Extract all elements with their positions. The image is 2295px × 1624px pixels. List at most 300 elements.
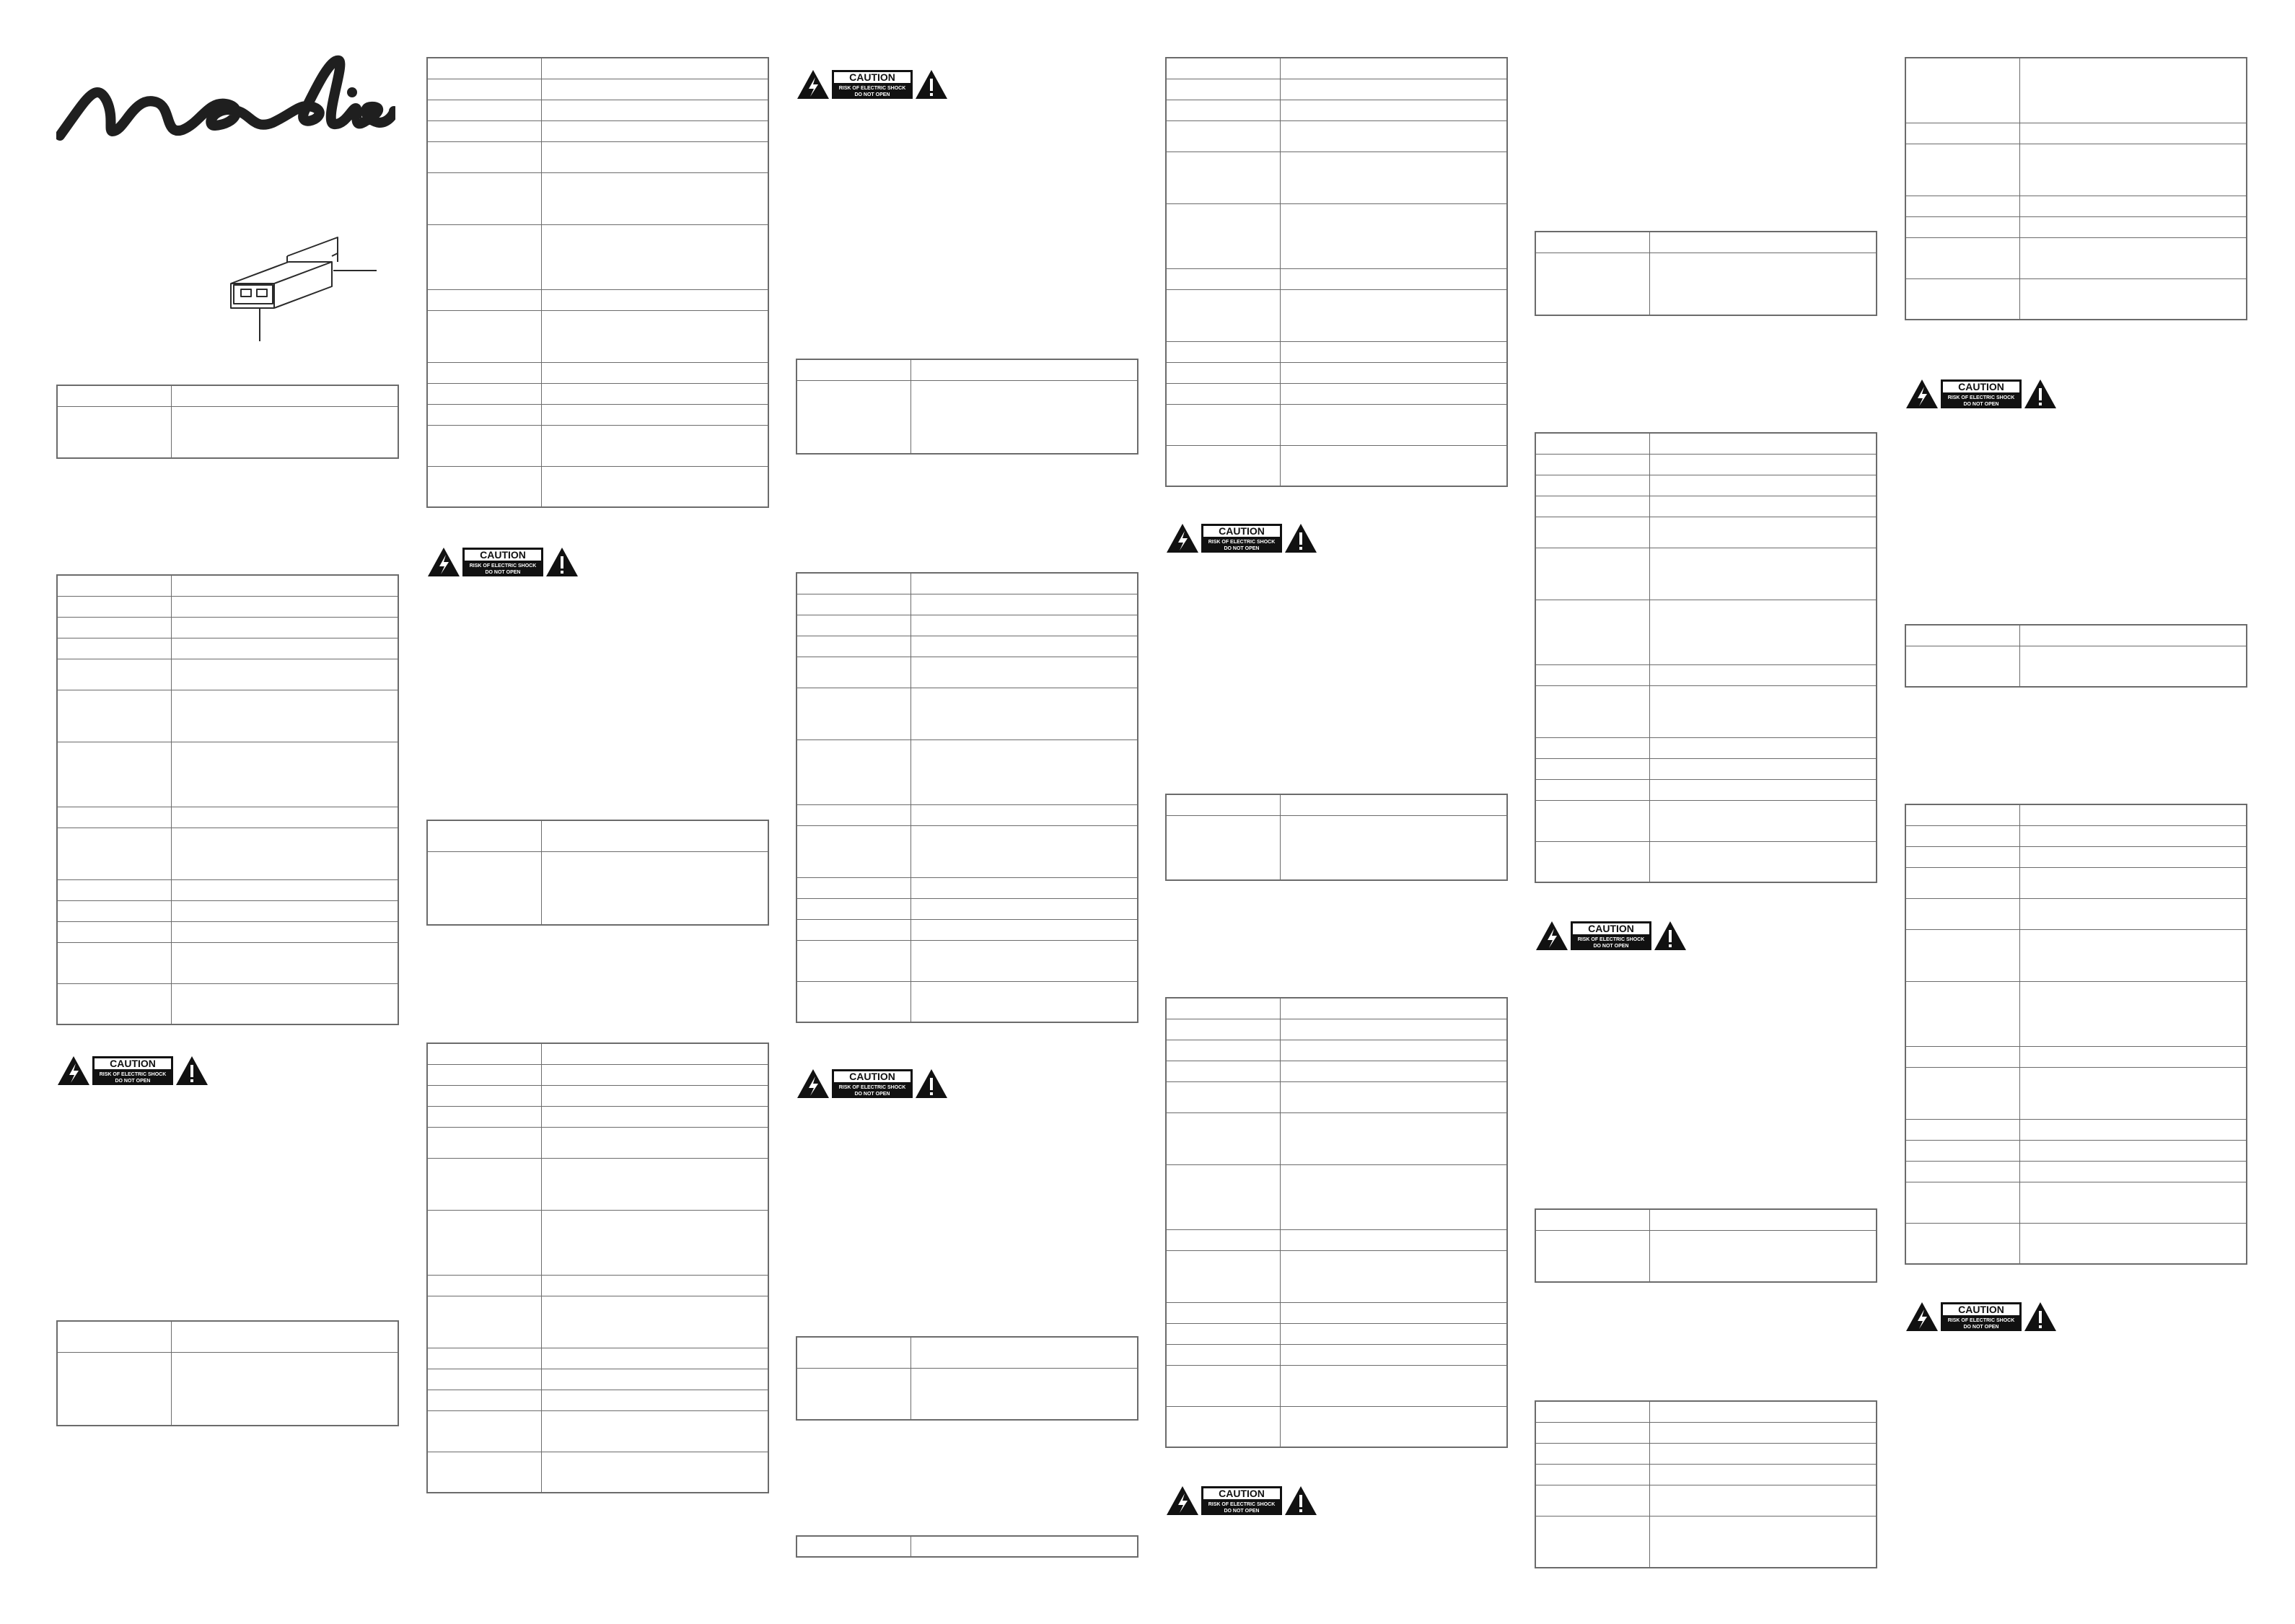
- table-row: [1535, 1485, 1877, 1516]
- table-cell: [172, 807, 399, 828]
- table-cell: [911, 1337, 1138, 1368]
- table-cell: [1535, 1422, 1650, 1443]
- table-cell: [1281, 1112, 1508, 1164]
- caution-warning-label: [1535, 918, 1686, 953]
- table-row: [1166, 79, 1507, 100]
- table-cell: [1905, 278, 2020, 320]
- table-row: [57, 659, 398, 690]
- table-row: [1905, 278, 2247, 320]
- table-row: [427, 1127, 768, 1158]
- table-cell: [1166, 445, 1281, 486]
- table-cell: [57, 983, 172, 1024]
- table-row: [797, 688, 1138, 739]
- table-row: [1535, 1422, 1877, 1443]
- table-row: [57, 828, 398, 879]
- table-cell: [1905, 1119, 2020, 1140]
- svg-text:RISK OF ELECTRIC SHOCK: RISK OF ELECTRIC SHOCK: [1947, 1318, 2015, 1323]
- table-row: [427, 466, 768, 507]
- spec-table: [1165, 57, 1508, 487]
- table-cell: [2020, 867, 2247, 898]
- table-cell: [2020, 278, 2247, 320]
- table-cell: [1166, 1406, 1281, 1447]
- spec-table: [426, 820, 769, 926]
- table-row: [1535, 600, 1877, 664]
- table-cell: [911, 739, 1138, 804]
- svg-text:CAUTION: CAUTION: [480, 549, 526, 561]
- table-cell: [542, 120, 769, 141]
- table-cell: [1535, 433, 1650, 454]
- table-row: [427, 100, 768, 120]
- table-cell: [57, 406, 172, 458]
- table-cell: [1166, 1302, 1281, 1323]
- table-cell: [542, 1369, 769, 1390]
- table-cell: [1166, 362, 1281, 383]
- table-cell: [1905, 1223, 2020, 1264]
- table-cell: [911, 615, 1138, 636]
- table-cell: [1166, 383, 1281, 404]
- table-cell: [427, 1106, 542, 1127]
- table-cell: [1166, 268, 1281, 289]
- table-cell: [1650, 800, 1877, 841]
- table-cell: [542, 466, 769, 507]
- usb-dongle-illustration: [216, 227, 382, 343]
- table-cell: [1281, 1164, 1508, 1229]
- table-cell: [2020, 1161, 2247, 1182]
- table-cell: [1535, 1209, 1650, 1230]
- table-row: [1166, 203, 1507, 268]
- table-cell: [57, 659, 172, 690]
- spec-table: [796, 1535, 1138, 1558]
- table-cell: [57, 921, 172, 942]
- table-cell: [542, 1275, 769, 1296]
- table-cell: [172, 617, 399, 638]
- table-cell: [797, 877, 911, 898]
- exclamation-warning-icon: [916, 1069, 947, 1098]
- table-row: [1166, 362, 1507, 383]
- table-cell: [1650, 1422, 1877, 1443]
- table-cell: [911, 940, 1138, 981]
- table-row: [427, 289, 768, 310]
- table-cell: [797, 981, 911, 1022]
- table-cell: [1650, 1209, 1877, 1230]
- table-cell: [427, 1452, 542, 1493]
- table-cell: [172, 921, 399, 942]
- table-row: [1535, 475, 1877, 496]
- caution-warning-label: [56, 1053, 208, 1088]
- table-cell: [1166, 815, 1281, 880]
- table-row: [797, 573, 1138, 594]
- spec-table: [1905, 804, 2247, 1265]
- table-cell: [427, 1275, 542, 1296]
- table-row: [1166, 1406, 1507, 1447]
- lightning-warning-icon: [797, 1069, 829, 1098]
- table-row: [427, 383, 768, 404]
- table-cell: [911, 919, 1138, 940]
- table-cell: [542, 58, 769, 79]
- table-cell: [427, 362, 542, 383]
- table-row: [427, 404, 768, 425]
- table-row: [1905, 196, 2247, 216]
- table-cell: [1281, 794, 1508, 815]
- table-row: [1905, 804, 2247, 825]
- table-cell: [1166, 152, 1281, 203]
- table-cell: [797, 825, 911, 877]
- svg-text:RISK OF ELECTRIC SHOCK: RISK OF ELECTRIC SHOCK: [1947, 395, 2015, 400]
- table-row: [427, 1452, 768, 1493]
- exclamation-warning-icon: [1285, 1486, 1317, 1515]
- table-row: [1166, 1323, 1507, 1344]
- table-row: [57, 983, 398, 1024]
- table-cell: [1905, 1140, 2020, 1161]
- table-row: [1166, 1019, 1507, 1040]
- table-row: [1166, 1229, 1507, 1250]
- table-cell: [57, 1352, 172, 1426]
- table-row: [1535, 1443, 1877, 1464]
- table-row: [427, 1369, 768, 1390]
- table-cell: [1650, 433, 1877, 454]
- exclamation-warning-icon: [1285, 524, 1317, 553]
- table-row: [57, 942, 398, 983]
- table-cell: [57, 742, 172, 807]
- table-cell: [1650, 841, 1877, 882]
- lightning-warning-icon: [428, 548, 460, 576]
- table-cell: [2020, 846, 2247, 867]
- table-cell: [1905, 1161, 2020, 1182]
- table-cell: [1535, 548, 1650, 600]
- table-cell: [2020, 1182, 2247, 1223]
- table-cell: [911, 688, 1138, 739]
- table-cell: [1905, 216, 2020, 237]
- spec-table: [1535, 1400, 1877, 1568]
- table-cell: [427, 1210, 542, 1275]
- table-cell: [1535, 1485, 1650, 1516]
- table-row: [1905, 1067, 2247, 1119]
- table-cell: [1650, 737, 1877, 758]
- table-row: [427, 851, 768, 925]
- table-row: [797, 380, 1138, 454]
- exclamation-warning-icon: [176, 1056, 208, 1085]
- table-cell: [172, 742, 399, 807]
- table-cell: [542, 79, 769, 100]
- table-cell: [1166, 203, 1281, 268]
- table-cell: [797, 1368, 911, 1420]
- table-cell: [1535, 800, 1650, 841]
- table-cell: [542, 425, 769, 466]
- table-cell: [172, 983, 399, 1024]
- table-cell: [427, 1043, 542, 1064]
- table-cell: [1535, 1401, 1650, 1422]
- table-cell: [2020, 237, 2247, 278]
- table-row: [1905, 1223, 2247, 1264]
- table-row: [57, 575, 398, 596]
- spec-table: [796, 1336, 1138, 1421]
- table-row: [427, 362, 768, 383]
- table-row: [1166, 120, 1507, 152]
- table-cell: [1535, 1516, 1650, 1568]
- table-cell: [1535, 496, 1650, 517]
- table-cell: [542, 362, 769, 383]
- table-cell: [172, 385, 399, 406]
- table-row: [1166, 1250, 1507, 1302]
- table-cell: [1166, 1365, 1281, 1406]
- table-cell: [1281, 362, 1508, 383]
- table-cell: [2020, 216, 2247, 237]
- table-cell: [542, 1410, 769, 1452]
- table-cell: [172, 879, 399, 900]
- table-cell: [1535, 253, 1650, 315]
- table-row: [57, 1352, 398, 1426]
- table-cell: [2020, 1119, 2247, 1140]
- table-row: [1535, 253, 1877, 315]
- table-cell: [1166, 1323, 1281, 1344]
- table-cell: [57, 690, 172, 742]
- table-cell: [1281, 1323, 1508, 1344]
- table-cell: [911, 657, 1138, 688]
- table-row: [427, 1043, 768, 1064]
- table-row: [1905, 646, 2247, 687]
- table-cell: [542, 310, 769, 362]
- table-cell: [797, 636, 911, 657]
- exclamation-warning-icon: [1654, 921, 1686, 950]
- table-cell: [2020, 625, 2247, 646]
- table-row: [1535, 758, 1877, 779]
- table-cell: [1166, 1344, 1281, 1365]
- table-cell: [1535, 600, 1650, 664]
- table-cell: [427, 466, 542, 507]
- table-cell: [1905, 867, 2020, 898]
- spec-table: [1905, 57, 2247, 320]
- table-row: [797, 877, 1138, 898]
- table-row: [57, 638, 398, 659]
- table-cell: [1535, 685, 1650, 737]
- table-row: [1535, 841, 1877, 882]
- table-cell: [2020, 58, 2247, 123]
- table-cell: [1166, 1229, 1281, 1250]
- table-cell: [427, 1390, 542, 1410]
- table-row: [427, 58, 768, 79]
- table-cell: [1650, 600, 1877, 664]
- caution-warning-label: [796, 1066, 947, 1101]
- table-cell: [172, 596, 399, 617]
- spec-table: [56, 385, 399, 459]
- table-row: [427, 172, 768, 224]
- table-cell: [911, 380, 1138, 454]
- svg-text:RISK OF ELECTRIC SHOCK: RISK OF ELECTRIC SHOCK: [99, 1072, 167, 1077]
- table-cell: [1650, 685, 1877, 737]
- table-row: [1535, 737, 1877, 758]
- table-row: [427, 1390, 768, 1410]
- svg-text:CAUTION: CAUTION: [1219, 1488, 1265, 1499]
- table-row: [1905, 1182, 2247, 1223]
- table-row: [1166, 152, 1507, 203]
- table-row: [427, 820, 768, 851]
- table-cell: [427, 79, 542, 100]
- table-cell: [2020, 123, 2247, 144]
- table-row: [1905, 625, 2247, 646]
- table-cell: [1535, 475, 1650, 496]
- table-cell: [1535, 1443, 1650, 1464]
- table-row: [427, 1296, 768, 1348]
- table-cell: [1166, 100, 1281, 120]
- table-cell: [1905, 846, 2020, 867]
- table-cell: [542, 820, 769, 851]
- table-row: [57, 406, 398, 458]
- table-cell: [172, 1352, 399, 1426]
- table-cell: [57, 879, 172, 900]
- table-row: [57, 596, 398, 617]
- svg-text:RISK OF ELECTRIC SHOCK: RISK OF ELECTRIC SHOCK: [1208, 540, 1276, 545]
- exclamation-warning-icon: [546, 548, 578, 576]
- table-row: [1535, 1516, 1877, 1568]
- table-cell: [2020, 196, 2247, 216]
- table-row: [427, 1064, 768, 1085]
- table-row: [797, 1536, 1138, 1557]
- table-cell: [797, 804, 911, 825]
- table-cell: [797, 898, 911, 919]
- table-row: [1535, 232, 1877, 253]
- table-cell: [1166, 1250, 1281, 1302]
- svg-text:CAUTION: CAUTION: [1219, 525, 1265, 537]
- table-cell: [1166, 998, 1281, 1019]
- table-cell: [1905, 144, 2020, 196]
- table-cell: [797, 573, 911, 594]
- svg-text:RISK OF ELECTRIC SHOCK: RISK OF ELECTRIC SHOCK: [469, 563, 537, 569]
- spec-table: [56, 1320, 399, 1426]
- caution-warning-label: [1165, 521, 1317, 556]
- table-row: [1166, 998, 1507, 1019]
- table-cell: [1650, 475, 1877, 496]
- table-cell: [427, 1410, 542, 1452]
- table-cell: [542, 1390, 769, 1410]
- lightning-warning-icon: [1167, 524, 1198, 553]
- table-row: [427, 1085, 768, 1106]
- table-cell: [1905, 825, 2020, 846]
- table-cell: [911, 804, 1138, 825]
- table-row: [1905, 846, 2247, 867]
- table-cell: [1905, 981, 2020, 1046]
- table-cell: [172, 690, 399, 742]
- table-row: [1166, 1302, 1507, 1323]
- table-row: [1166, 815, 1507, 880]
- svg-text:DO NOT OPEN: DO NOT OPEN: [485, 570, 521, 575]
- table-row: [1535, 779, 1877, 800]
- table-cell: [427, 1158, 542, 1210]
- spec-table: [426, 57, 769, 508]
- svg-text:CAUTION: CAUTION: [849, 1071, 895, 1082]
- table-cell: [2020, 144, 2247, 196]
- table-cell: [1166, 794, 1281, 815]
- table-row: [1905, 237, 2247, 278]
- table-cell: [1650, 454, 1877, 475]
- table-row: [57, 742, 398, 807]
- table-cell: [1281, 1302, 1508, 1323]
- table-cell: [1166, 1164, 1281, 1229]
- svg-text:DO NOT OPEN: DO NOT OPEN: [854, 1092, 890, 1097]
- spec-table: [426, 1043, 769, 1493]
- table-row: [1166, 1365, 1507, 1406]
- table-row: [797, 940, 1138, 981]
- table-row: [1905, 58, 2247, 123]
- table-cell: [1905, 929, 2020, 981]
- svg-text:DO NOT OPEN: DO NOT OPEN: [1224, 1509, 1260, 1514]
- spec-table: [796, 572, 1138, 1023]
- table-cell: [1535, 664, 1650, 685]
- table-cell: [57, 1321, 172, 1352]
- table-cell: [57, 900, 172, 921]
- table-cell: [427, 289, 542, 310]
- table-cell: [427, 425, 542, 466]
- svg-text:RISK OF ELECTRIC SHOCK: RISK OF ELECTRIC SHOCK: [838, 86, 906, 91]
- table-row: [1166, 268, 1507, 289]
- table-cell: [427, 820, 542, 851]
- table-cell: [1535, 1464, 1650, 1485]
- table-cell: [797, 739, 911, 804]
- table-cell: [1281, 1365, 1508, 1406]
- table-row: [57, 807, 398, 828]
- table-cell: [1905, 196, 2020, 216]
- table-cell: [1281, 998, 1508, 1019]
- table-cell: [911, 594, 1138, 615]
- table-cell: [1166, 341, 1281, 362]
- spec-table: [1165, 794, 1508, 881]
- table-row: [427, 120, 768, 141]
- table-cell: [542, 851, 769, 925]
- spec-table: [1535, 1208, 1877, 1283]
- table-cell: [1905, 237, 2020, 278]
- table-cell: [57, 575, 172, 596]
- table-row: [797, 359, 1138, 380]
- table-cell: [172, 406, 399, 458]
- table-cell: [1650, 779, 1877, 800]
- table-row: [1535, 685, 1877, 737]
- table-cell: [1905, 898, 2020, 929]
- table-cell: [797, 688, 911, 739]
- table-cell: [1650, 548, 1877, 600]
- table-cell: [1281, 268, 1508, 289]
- table-cell: [427, 224, 542, 289]
- table-cell: [172, 638, 399, 659]
- table-row: [1166, 100, 1507, 120]
- table-cell: [1281, 445, 1508, 486]
- table-cell: [542, 1106, 769, 1127]
- table-row: [427, 425, 768, 466]
- table-cell: [1535, 841, 1650, 882]
- table-cell: [57, 596, 172, 617]
- table-cell: [911, 636, 1138, 657]
- spec-table: [1535, 432, 1877, 883]
- table-row: [797, 739, 1138, 804]
- table-cell: [1166, 1019, 1281, 1040]
- table-cell: [2020, 804, 2247, 825]
- table-cell: [2020, 1223, 2247, 1264]
- table-cell: [427, 310, 542, 362]
- table-cell: [1905, 625, 2020, 646]
- caution-warning-label: [1165, 1483, 1317, 1518]
- table-cell: [172, 659, 399, 690]
- table-cell: [542, 1452, 769, 1493]
- table-cell: [172, 828, 399, 879]
- table-cell: [1905, 646, 2020, 687]
- svg-text:RISK OF ELECTRIC SHOCK: RISK OF ELECTRIC SHOCK: [1577, 937, 1645, 942]
- table-cell: [1281, 289, 1508, 341]
- table-cell: [542, 224, 769, 289]
- lightning-warning-icon: [1167, 1486, 1198, 1515]
- table-cell: [542, 404, 769, 425]
- svg-text:DO NOT OPEN: DO NOT OPEN: [1963, 402, 1999, 407]
- caution-warning-label: [1905, 1299, 2056, 1334]
- table-cell: [1281, 404, 1508, 445]
- table-row: [427, 79, 768, 100]
